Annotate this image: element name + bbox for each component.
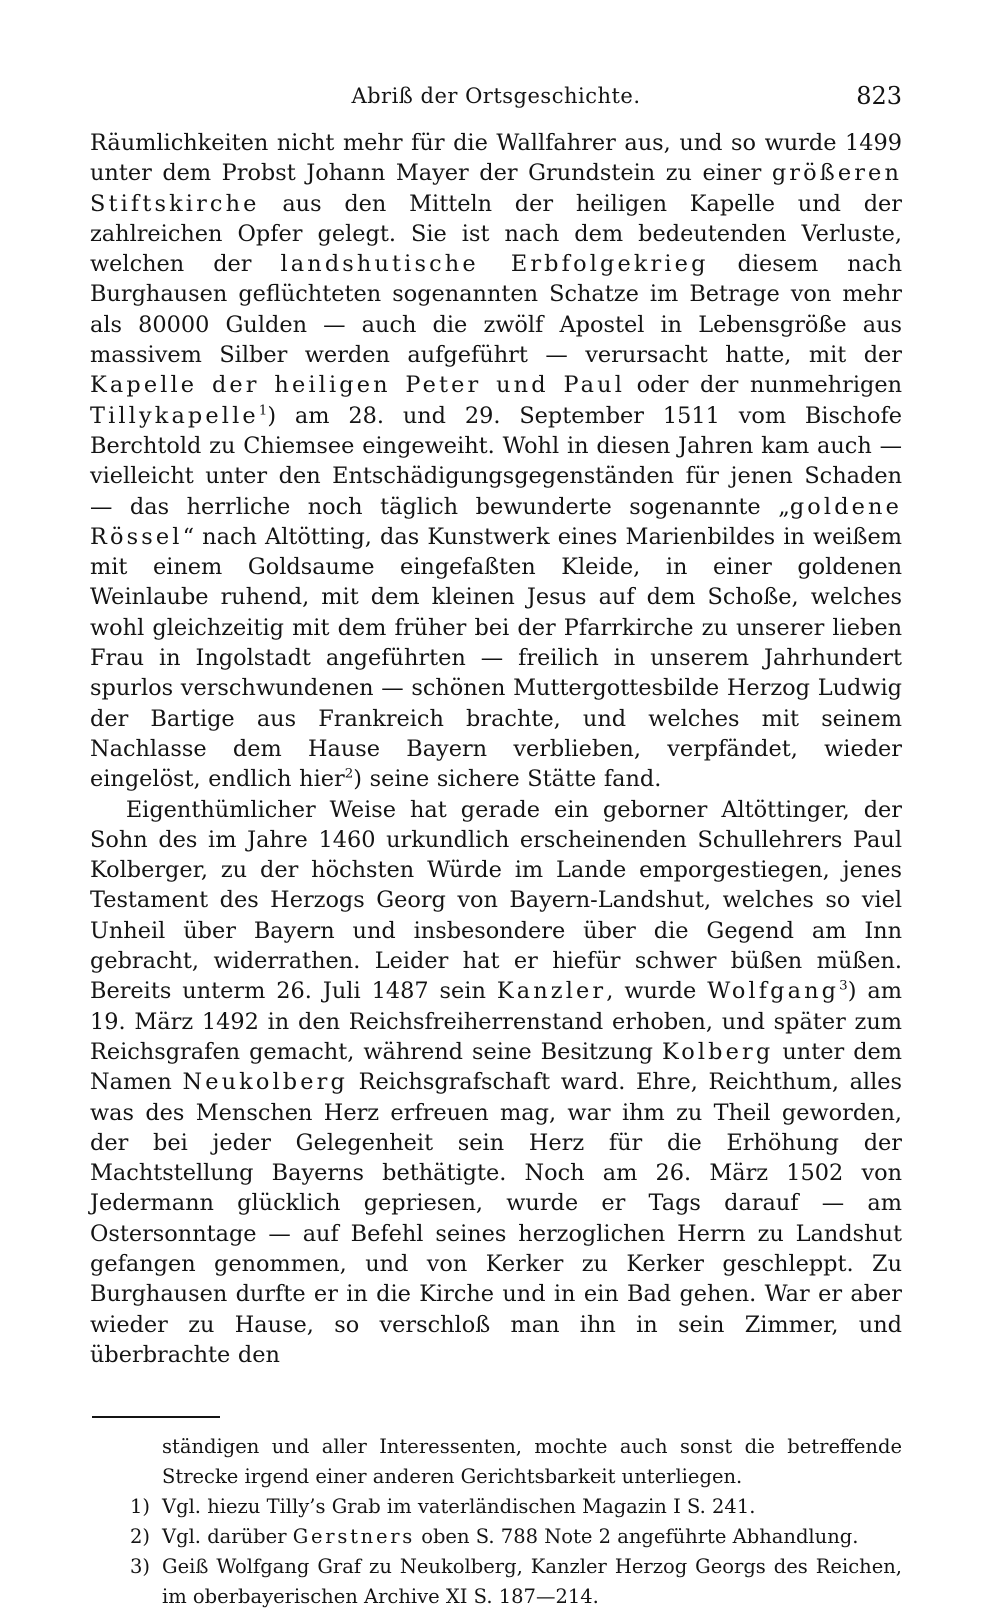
- text-run: ) am 19. März 1492 in den Reichsfreiherrenstand erhoben, und später zum Reichsgrafen gemacht, während seine Besitzung: [90, 978, 902, 1065]
- footnotes: [90, 1432, 902, 1612]
- text-run: , wurde: [606, 978, 708, 1005]
- footnote-text: oben S. 788 Note 2 angeführte Abhandlung.: [415, 1525, 859, 1549]
- emphasis-text: Gerstners: [292, 1525, 416, 1549]
- text-run: oder der nunmehrigen: [625, 372, 902, 399]
- emphasis-text: Neukolberg: [182, 1069, 348, 1096]
- footnote-text: Vgl. hiezu Tilly’s Grab im vaterländischen Magazin I S. 241.: [162, 1495, 756, 1519]
- text-run: diesem nach Burghausen geflüchteten sogenannten Schatze im Betrage von mehr als 80000 Gulden — auch die zwölf Apostel in Lebensgröße aus massivem Silber werden aufgeführt — verursacht hatte, mit der: [90, 251, 902, 369]
- footnote-1: [90, 1492, 902, 1522]
- text-run: unter dem Namen: [90, 1038, 903, 1096]
- footnote-mark: 3): [130, 1555, 151, 1579]
- emphasis-text: Kapelle der heiligen Peter und Paul: [90, 372, 626, 399]
- footnote-ref-1: 1: [258, 403, 268, 419]
- footnote-text: Vgl. darüber: [162, 1525, 293, 1549]
- paragraph-2: [90, 795, 902, 1371]
- paragraph-1: [90, 128, 902, 795]
- page-number: 823: [856, 82, 902, 110]
- emphasis-text: landshutische Erbfolgekrieg: [280, 251, 709, 278]
- footnote-mark: 2): [130, 1525, 151, 1549]
- footnote-mark: 1): [130, 1495, 151, 1519]
- footnote-continuation: [90, 1432, 902, 1492]
- footnote-text: Geiß Wolfgang Graf zu Neukolberg, Kanzler Herzog Georgs des Reichen, im oberbayerischen Archive XI S. 187—214.: [162, 1555, 902, 1609]
- emphasis-text: Wolfgang: [707, 978, 840, 1005]
- footnote-3: [90, 1552, 902, 1612]
- book-page: [90, 84, 902, 1612]
- text-run: Räumlichkeiten nicht mehr für die Wallfahrer aus, und so wurde 1499 unter dem Probst Johann Mayer der Grundstein zu einer: [90, 130, 902, 187]
- emphasis-text: Kolberg: [662, 1038, 774, 1065]
- text-run: “ nach Altötting, das Kunstwerk eines Marienbildes in weißem mit einem Goldsaume eingefaßten Kleide, in einer goldenen Weinlaube ruhend, mit dem kleinen Jesus auf dem Schoße, welches wohl gleichzeitig mit dem früher bei der Pfarrkirche zu unserer lieben Frau in Ingolstadt angeführten — freilich in unserem Jahrhundert spurlos verschwundenen — schönen Muttergottesbilde Herzog Ludwig der Bartige aus Frankreich brachte, und welches mit seinem Nachlasse dem Hause Bayern verblieben, verpfändet, wieder eingelöst, endlich hier: [90, 523, 902, 793]
- running-title: Abriß der Ortsgeschichte.: [351, 84, 641, 108]
- text-run: aus den Mitteln der heiligen Kapelle und der zahlreichen Opfer gelegt. Sie ist nach dem bedeutenden Verluste, welchen der: [90, 190, 902, 278]
- emphasis-text: größeren Stiftskirche: [90, 160, 902, 217]
- emphasis-text: Tillykapelle: [90, 402, 259, 429]
- text-run: Reichsgrafschaft ward. Ehre, Reichthum, alles was des Menschen Herz erfreuen mag, war ihm zu Theil geworden, der bei jeder Gelegenheit sein Herz für die Erhöhung der Machtstellung Bayerns bethätigte. Noch am 26. März 1502 von Jedermann glücklich gepriesen, wurde er Tags darauf — am Ostersonntage — auf Befehl seines herzoglichen Herrn zu Landshut gefangen genommen, und von Kerker zu Kerker geschleppt. Zu Burghausen durfte er in die Kirche und in ein Bad gehen. War er aber wieder zu Hause, so verschloß man ihn in sein Zimmer, und überbrachte den: [90, 1069, 902, 1368]
- footnote-separator: [92, 1416, 220, 1418]
- main-text: [90, 128, 902, 1370]
- footnote-text: ständigen und aller Interessenten, mochte auch sonst die betreffende Strecke irgend einer anderen Gerichtsbarkeit unterliegen.: [162, 1435, 902, 1489]
- footnote-2: [90, 1522, 902, 1552]
- text-run: ) seine sichere Stätte fand.: [353, 766, 662, 793]
- emphasis-text: goldene Rössel: [90, 493, 902, 550]
- emphasis-text: Kanzler: [496, 978, 607, 1005]
- footnote-ref-2: 2: [344, 766, 354, 782]
- text-run: ) am 28. und 29. September 1511 vom Bischofe Berchtold zu Chiemsee eingeweiht. Wohl in diesen Jahren kam auch — vielleicht unter den Entschädigungsgegenständen für jenen Schaden — das herrliche noch täglich bewunderte sogenannte „: [90, 402, 902, 520]
- text-run: Eigenthümlicher Weise hat gerade ein geborner Altöttinger, der Sohn des im Jahre 1460 urkundlich erscheinenden Schullehrers Paul Kolberger, zu der höchsten Würde im Lande emporgestiegen, jenes Testament des Herzogs Georg von Bayern-Landshut, welches so viel Unheil über Bayern und insbesondere über die Gegend am Inn gebracht, widerrathen. Leider hat er hiefür schwer büßen müßen. Bereits unterm 26. Juli 1487 sein: [90, 796, 902, 1005]
- footnote-ref-3: 3: [839, 978, 848, 994]
- page-header: [90, 84, 902, 120]
